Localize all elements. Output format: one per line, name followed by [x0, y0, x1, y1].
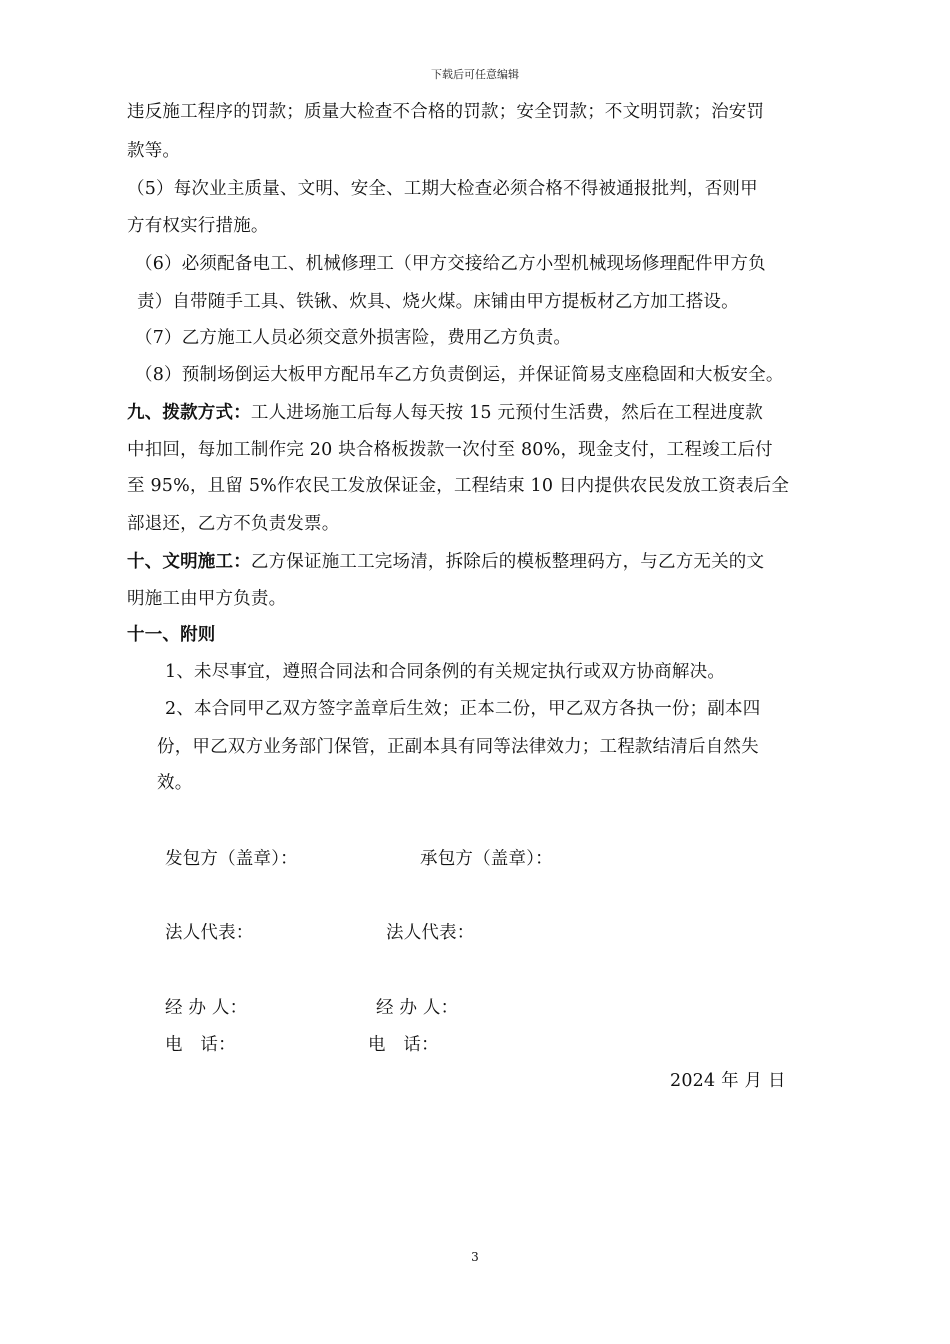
- party-b-label: 承包方（盖章）：: [420, 849, 553, 869]
- text-line: （8）预制场倒运大板甲方配吊车乙方负责倒运，并保证简易支座稳固和大板安全。: [135, 365, 784, 385]
- section-text: 工人进场施工后每人每天按 15 元预付生活费，然后在工程进度款: [250, 403, 763, 423]
- text-line: （7）乙方施工人员必须交意外损害险，费用乙方负责。: [135, 328, 572, 348]
- page-header: 下载后可任意编辑: [431, 68, 519, 81]
- text-line: 2、本合同甲乙双方签字盖章后生效；正本二份，甲乙双方各执一份；副本四: [165, 699, 761, 719]
- text-line: 部退还，乙方不负责发票。: [127, 514, 340, 534]
- section-text: 乙方保证施工工完场清，拆除后的模板整理码方，与乙方无关的文: [250, 552, 765, 572]
- phone-a-label: 电 话：: [165, 1035, 236, 1055]
- rep-a-label: 法人代表：: [165, 923, 254, 943]
- text-line: 款等。: [127, 141, 181, 161]
- text-line: （5）每次业主质量、文明、安全、工期大检查必须合格不得被通报批判，否则甲: [127, 179, 758, 199]
- text-line: 1、未尽事宜，遵照合同法和合同条例的有关规定执行或双方协商解决。: [165, 662, 726, 682]
- section-heading: 十、文明施工：: [127, 552, 251, 572]
- party-a-label: 发包方（盖章）：: [165, 849, 298, 869]
- text-line: 至 95%，且留 5%作农民工发放保证金，工程结束 10 日内提供农民发放工资表后全: [127, 476, 790, 496]
- text-line: 中扣回，每加工制作完 20 块合格板拨款一次付至 80%，现金支付，工程竣工后付: [127, 440, 773, 460]
- text-line: 份，甲乙双方业务部门保管，正副本具有同等法律效力；工程款结清后自然失: [157, 737, 759, 757]
- text-line: 效。: [157, 773, 193, 793]
- agent-a-label: 经 办 人：: [165, 998, 248, 1018]
- phone-b-label: 电 话：: [368, 1035, 439, 1055]
- page-number: 3: [471, 1250, 479, 1264]
- rep-b-label: 法人代表：: [386, 923, 475, 943]
- section-payment: [127, 399, 763, 424]
- text-line: （6）必须配备电工、机械修理工（甲方交接给乙方小型机械现场修理配件甲方负: [135, 254, 766, 274]
- section-heading: 十一、附则: [127, 625, 216, 645]
- text-line: 违反施工程序的罚款；质量大检查不合格的罚款；安全罚款；不文明罚款；治安罚: [127, 102, 765, 122]
- section-civilized: [127, 548, 764, 573]
- agent-b-label: 经 办 人：: [376, 998, 459, 1018]
- text-line: 明施工由甲方负责。: [127, 589, 287, 609]
- text-line: 方有权实行措施。: [127, 216, 269, 236]
- signing-date: 2024 年 月 日: [670, 1071, 786, 1091]
- section-heading: 九、拨款方式：: [127, 403, 251, 423]
- text-line: 责）自带随手工具、铁锹、炊具、烧火煤。床铺由甲方提板材乙方加工搭设。: [137, 292, 739, 312]
